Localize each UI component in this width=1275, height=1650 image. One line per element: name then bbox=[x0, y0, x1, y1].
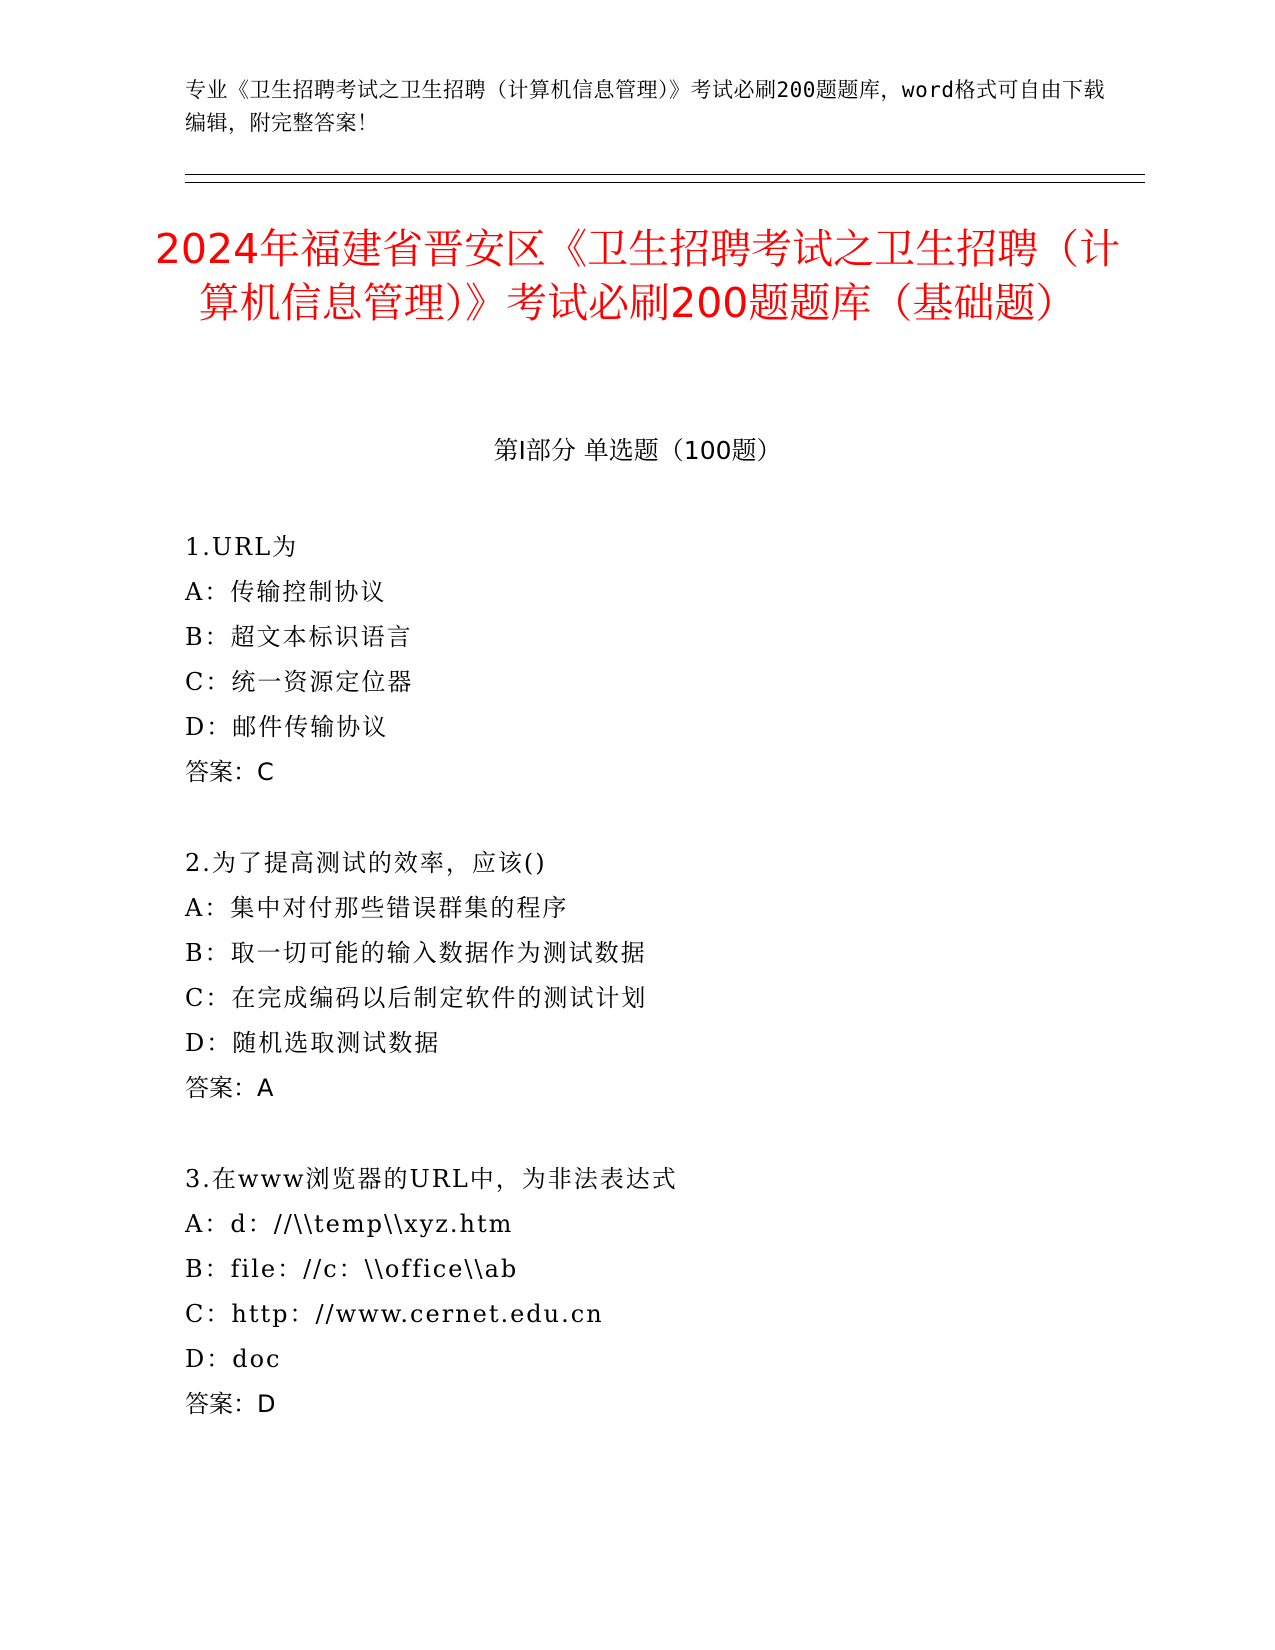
question-list bbox=[185, 525, 1125, 1473]
option-d: D：邮件传输协议 bbox=[185, 713, 389, 741]
option-c: C：统一资源定位器 bbox=[185, 668, 414, 696]
option-d: D：随机选取测试数据 bbox=[185, 1029, 441, 1057]
option-b: B：file：//c：\\office\\ab bbox=[185, 1255, 519, 1283]
question-stem: 3.在www浏览器的URL中，为非法表达式 bbox=[185, 1165, 678, 1193]
answer: 答案：C bbox=[185, 758, 274, 786]
header-divider-top bbox=[185, 174, 1145, 175]
option-c: C：http：//www.cernet.edu.cn bbox=[185, 1300, 604, 1328]
answer: 答案：D bbox=[185, 1390, 276, 1418]
header-note: 专业《卫生招聘考试之卫生招聘（计算机信息管理）》考试必刷200题题库，word格式可自由下载编辑，附完整答案！ bbox=[185, 78, 1105, 135]
question-stem: 1.URL为 bbox=[185, 533, 299, 561]
document-title: 2024年福建省晋安区《卫生招聘考试之卫生招聘（计算机信息管理）》考试必刷200题题库（基础题） bbox=[154, 225, 1121, 327]
section-title: 第Ⅰ部分 单选题（100题） bbox=[493, 436, 782, 465]
option-a: A：传输控制协议 bbox=[185, 578, 387, 606]
header-divider-bottom bbox=[185, 182, 1145, 183]
option-c: C：在完成编码以后制定软件的测试计划 bbox=[185, 984, 648, 1012]
question-2 bbox=[185, 841, 1125, 1111]
question-1 bbox=[185, 525, 1125, 795]
option-a: A：集中对付那些错误群集的程序 bbox=[185, 894, 569, 922]
question-stem: 2.为了提高测试的效率，应该() bbox=[185, 849, 547, 877]
option-b: B：取一切可能的输入数据作为测试数据 bbox=[185, 939, 647, 967]
answer: 答案：A bbox=[185, 1074, 274, 1102]
option-d: D：doc bbox=[185, 1345, 282, 1373]
option-a: A：d：//\\temp\\xyz.htm bbox=[185, 1210, 514, 1238]
question-3 bbox=[185, 1157, 1125, 1427]
option-b: B：超文本标识语言 bbox=[185, 623, 413, 651]
